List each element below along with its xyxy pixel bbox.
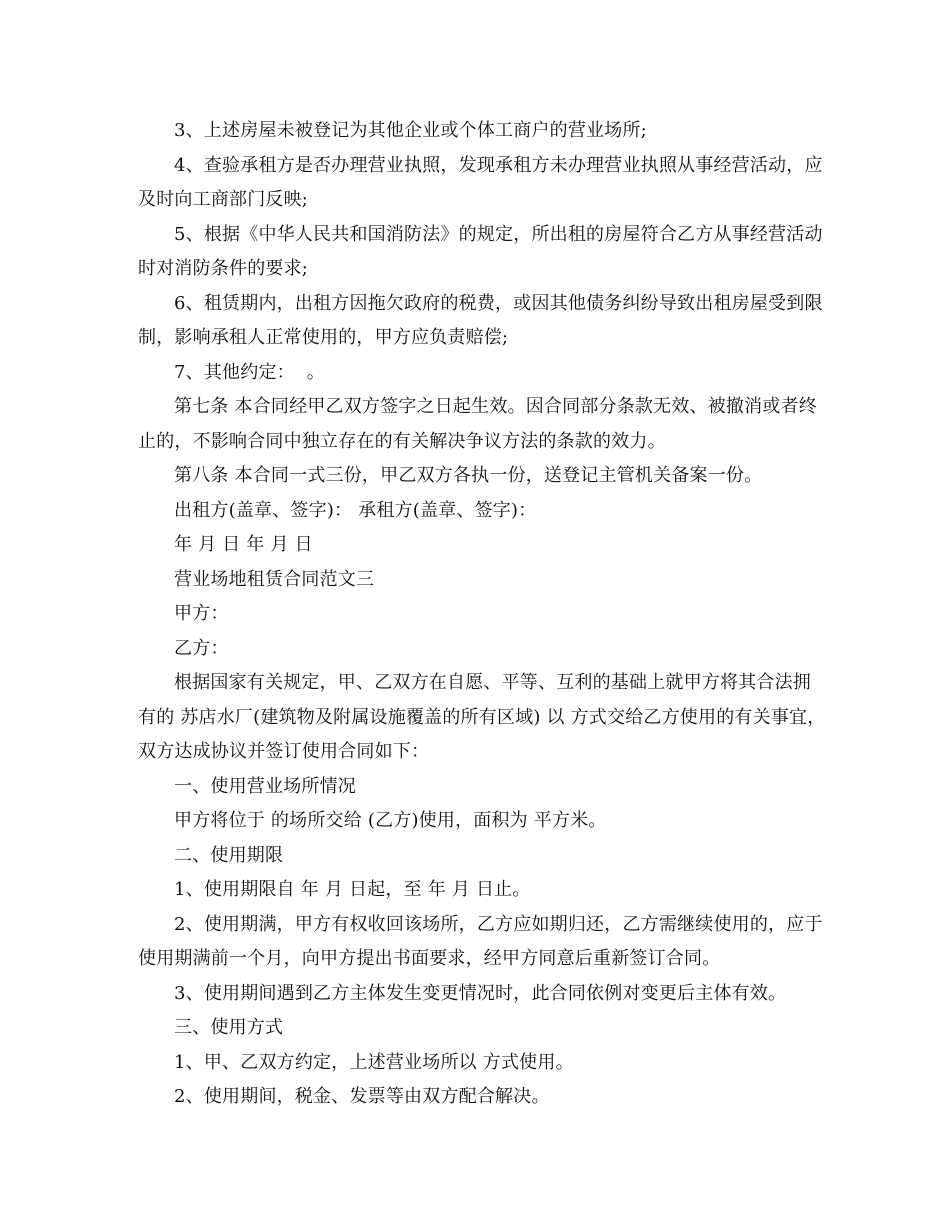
clause-7-other-agreements: 7、其他约定： 。 xyxy=(174,361,325,383)
section-title-sample-three: 营业场地租赁合同范文三 xyxy=(174,568,375,590)
use-method-clause-1: 1、甲、乙双方约定，上述营业场所以 方式使用。 xyxy=(174,1051,574,1073)
clause-4-business-license-check: 4、查验承租方是否办理营业执照，发现承租方未办理营业执照从事经营活动，应及时向工商部门反映; xyxy=(138,154,823,210)
article-7-effectiveness: 第七条 本合同经甲乙双方签字之日起生效。因合同部分条款无效、被撤消或者终止的，不影响合同中独立存在的有关解决争议方法的条款的效力。 xyxy=(138,396,817,452)
heading-use-period: 二、使用期限 xyxy=(174,844,284,866)
preamble-paragraph: 根据国家有关规定，甲、乙双方在自愿、平等、互利的基础上就甲方将其合法拥有的 苏店水厂(建筑物及附属设施覆盖的所有区域) 以 方式交给乙方使用的有关事宜，双方达成协议并签订使用合同如下： xyxy=(138,672,826,762)
premises-location-area: 甲方将位于 的场所交给 (乙方)使用，面积为 平方米。 xyxy=(174,810,607,831)
heading-premises-situation: 一、使用营业场所情况 xyxy=(174,775,356,797)
article-8-copies: 第八条 本合同一式三份，甲乙双方各执一份，送登记主管机关备案一份。 xyxy=(174,465,763,486)
use-period-clause-1: 1、使用期限自 年 月 日起，至 年 月 日止。 xyxy=(174,879,531,900)
document-body xyxy=(138,114,828,1115)
use-period-clause-2: 2、使用期满，甲方有权收回该场所，乙方应如期归还，乙方需继续使用的，应于使用期满前一个月，向甲方提出书面要求，经甲方同意后重新签订合同。 xyxy=(138,913,823,969)
clause-5-fire-protection: 5、根据《中华人民共和国消防法》的规定，所出租的房屋符合乙方从事经营活动时对消防条件的要求; xyxy=(138,223,823,279)
date-line: 年 月 日 年 月 日 xyxy=(174,534,313,555)
signature-line: 出租方(盖章、签字)： 承租方(盖章、签字)： xyxy=(174,499,537,521)
use-period-clause-3: 3、使用期间遇到乙方主体发生变更情况时，此合同依例对变更后主体有效。 xyxy=(174,982,787,1004)
party-b-line: 乙方： xyxy=(174,637,229,659)
party-a-line: 甲方： xyxy=(174,603,229,624)
clause-3-premises-not-registered: 3、上述房屋未被登记为其他企业或个体工商户的营业场所; xyxy=(174,120,647,141)
heading-use-method: 三、使用方式 xyxy=(174,1017,284,1038)
clause-6-tax-arrears-compensation: 6、租赁期内，出租方因拖欠政府的税费，或因其他债务纠纷导致出租房屋受到限制，影响承租人正常使用的，甲方应负责赔偿; xyxy=(138,292,823,348)
use-method-clause-2: 2、使用期间，税金、发票等由双方配合解决。 xyxy=(174,1086,550,1107)
